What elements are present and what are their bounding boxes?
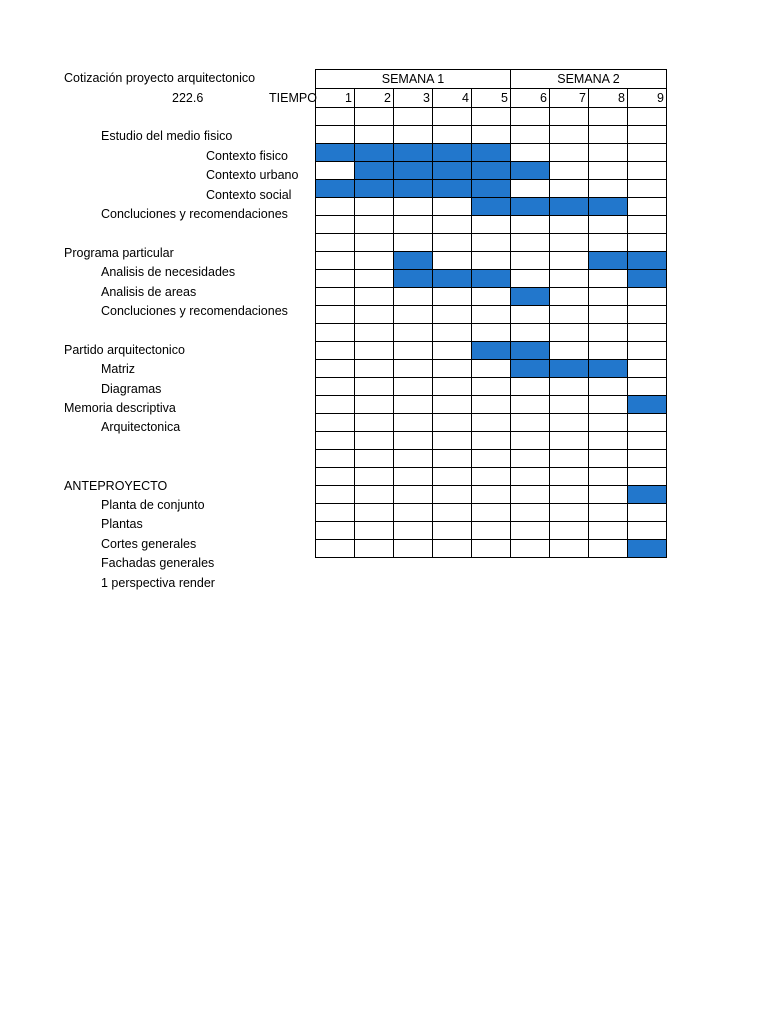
empty-cell (550, 450, 589, 468)
empty-cell (589, 432, 628, 450)
empty-cell (394, 396, 433, 414)
empty-cell (355, 432, 394, 450)
day-number-cell: 2 (355, 89, 394, 108)
schedule-row (316, 486, 667, 504)
empty-cell (394, 468, 433, 486)
schedule-row (316, 360, 667, 378)
empty-cell (355, 252, 394, 270)
empty-cell (316, 540, 355, 558)
empty-cell (628, 360, 667, 378)
empty-cell (433, 234, 472, 252)
schedule-row (316, 414, 667, 432)
empty-cell (628, 234, 667, 252)
empty-cell (316, 378, 355, 396)
empty-cell (550, 342, 589, 360)
filled-cell (511, 288, 550, 306)
empty-cell (550, 216, 589, 234)
empty-cell (511, 234, 550, 252)
filled-cell (589, 360, 628, 378)
filled-cell (589, 252, 628, 270)
schedule-row (316, 180, 667, 198)
empty-cell (550, 306, 589, 324)
schedule-row (316, 144, 667, 162)
filled-cell (472, 198, 511, 216)
filled-cell (628, 252, 667, 270)
empty-cell (394, 450, 433, 468)
task-label: Planta de conjunto (101, 498, 205, 512)
filled-cell (355, 180, 394, 198)
empty-cell (472, 288, 511, 306)
empty-cell (394, 306, 433, 324)
task-label: Estudio del medio fisico (101, 129, 233, 144)
empty-cell (550, 378, 589, 396)
task-label: Analisis de necesidades (101, 265, 236, 280)
empty-cell (433, 396, 472, 414)
empty-cell (472, 234, 511, 252)
schedule-row (316, 108, 667, 126)
empty-cell (550, 234, 589, 252)
empty-cell (511, 432, 550, 450)
empty-cell (394, 504, 433, 522)
empty-cell (628, 162, 667, 180)
empty-cell (355, 360, 394, 378)
day-number-cell: 4 (433, 89, 472, 108)
task-label: Fachadas generales (101, 556, 215, 571)
filled-cell (472, 180, 511, 198)
task-label: Contexto social (206, 187, 292, 202)
empty-cell (472, 396, 511, 414)
empty-cell (550, 396, 589, 414)
filled-cell (433, 144, 472, 162)
filled-cell (394, 144, 433, 162)
empty-cell (550, 540, 589, 558)
empty-cell (433, 198, 472, 216)
day-number-cell: 1 (316, 89, 355, 108)
empty-cell (628, 288, 667, 306)
filled-cell (316, 144, 355, 162)
filled-cell (472, 342, 511, 360)
filled-cell (355, 162, 394, 180)
empty-cell (355, 126, 394, 144)
schedule-row (316, 396, 667, 414)
empty-cell (394, 234, 433, 252)
empty-cell (550, 108, 589, 126)
empty-cell (628, 432, 667, 450)
schedule-row (316, 270, 667, 288)
filled-cell (628, 270, 667, 288)
filled-cell (589, 198, 628, 216)
empty-cell (355, 270, 394, 288)
empty-cell (472, 504, 511, 522)
empty-cell (355, 378, 394, 396)
empty-cell (355, 468, 394, 486)
empty-cell (550, 486, 589, 504)
empty-cell (316, 522, 355, 540)
empty-cell (511, 324, 550, 342)
empty-cell (628, 306, 667, 324)
task-label: Diagramas (101, 381, 162, 396)
empty-cell (511, 378, 550, 396)
empty-cell (472, 432, 511, 450)
empty-cell (433, 504, 472, 522)
empty-cell (433, 378, 472, 396)
empty-cell (316, 216, 355, 234)
empty-cell (433, 342, 472, 360)
empty-cell (472, 522, 511, 540)
empty-cell (394, 324, 433, 342)
empty-cell (628, 126, 667, 144)
empty-cell (316, 126, 355, 144)
filled-cell (472, 144, 511, 162)
empty-cell (394, 360, 433, 378)
day-number-row (316, 89, 667, 108)
empty-cell (355, 522, 394, 540)
empty-cell (589, 216, 628, 234)
filled-cell (316, 180, 355, 198)
empty-cell (433, 126, 472, 144)
empty-cell (628, 450, 667, 468)
schedule-row (316, 432, 667, 450)
task-label: Concluciones y recomendaciones (101, 207, 288, 221)
empty-cell (472, 468, 511, 486)
filled-cell (511, 162, 550, 180)
schedule-grid (315, 69, 667, 558)
empty-cell (394, 522, 433, 540)
empty-cell (550, 468, 589, 486)
filled-cell (433, 270, 472, 288)
empty-cell (316, 252, 355, 270)
schedule-row (316, 216, 667, 234)
empty-cell (628, 108, 667, 126)
filled-cell (433, 162, 472, 180)
filled-cell (472, 162, 511, 180)
task-label: Cortes generales (101, 536, 197, 551)
empty-cell (355, 540, 394, 558)
empty-cell (589, 504, 628, 522)
schedule-row (316, 504, 667, 522)
schedule-row (316, 378, 667, 396)
empty-cell (433, 216, 472, 234)
empty-cell (589, 522, 628, 540)
amount-value: 222.6 (172, 91, 204, 105)
empty-cell (472, 216, 511, 234)
time-label: TIEMPO (269, 91, 317, 105)
empty-cell (316, 324, 355, 342)
day-number-cell: 3 (394, 89, 433, 108)
filled-cell (511, 198, 550, 216)
empty-cell (355, 306, 394, 324)
empty-cell (316, 432, 355, 450)
filled-cell (394, 162, 433, 180)
empty-cell (589, 108, 628, 126)
empty-cell (511, 180, 550, 198)
empty-cell (628, 180, 667, 198)
section-label: Memoria descriptiva (64, 401, 176, 415)
task-label: Plantas (101, 517, 143, 532)
empty-cell (511, 414, 550, 432)
empty-cell (355, 450, 394, 468)
schedule-row (316, 126, 667, 144)
empty-cell (472, 378, 511, 396)
empty-cell (589, 486, 628, 504)
day-number-cell: 8 (589, 89, 628, 108)
empty-cell (472, 324, 511, 342)
empty-cell (472, 360, 511, 378)
empty-cell (355, 342, 394, 360)
empty-cell (316, 360, 355, 378)
empty-cell (550, 270, 589, 288)
empty-cell (628, 378, 667, 396)
empty-cell (472, 108, 511, 126)
empty-cell (589, 342, 628, 360)
schedule-row (316, 162, 667, 180)
empty-cell (355, 396, 394, 414)
schedule-row (316, 252, 667, 270)
empty-cell (394, 108, 433, 126)
filled-cell (394, 180, 433, 198)
empty-cell (589, 270, 628, 288)
empty-cell (355, 414, 394, 432)
empty-cell (433, 306, 472, 324)
empty-cell (628, 144, 667, 162)
day-number-cell: 6 (511, 89, 550, 108)
empty-cell (589, 540, 628, 558)
empty-cell (394, 342, 433, 360)
empty-cell (394, 540, 433, 558)
filled-cell (628, 486, 667, 504)
empty-cell (394, 126, 433, 144)
empty-cell (589, 324, 628, 342)
empty-cell (316, 108, 355, 126)
empty-cell (316, 468, 355, 486)
empty-cell (433, 288, 472, 306)
empty-cell (355, 108, 394, 126)
schedule-row (316, 540, 667, 558)
empty-cell (316, 450, 355, 468)
empty-cell (589, 396, 628, 414)
day-number-cell: 7 (550, 89, 589, 108)
empty-cell (394, 432, 433, 450)
empty-cell (433, 252, 472, 270)
task-label: Contexto fisico (206, 148, 288, 163)
empty-cell (589, 414, 628, 432)
empty-cell (316, 288, 355, 306)
empty-cell (472, 414, 511, 432)
empty-cell (316, 486, 355, 504)
empty-cell (511, 252, 550, 270)
empty-cell (550, 288, 589, 306)
filled-cell (355, 144, 394, 162)
schedule-row (316, 468, 667, 486)
empty-cell (550, 252, 589, 270)
empty-cell (472, 486, 511, 504)
empty-cell (550, 162, 589, 180)
empty-cell (628, 468, 667, 486)
empty-cell (394, 198, 433, 216)
empty-cell (628, 504, 667, 522)
empty-cell (472, 126, 511, 144)
empty-cell (433, 360, 472, 378)
schedule-row (316, 288, 667, 306)
empty-cell (394, 216, 433, 234)
day-number-cell: 9 (628, 89, 667, 108)
empty-cell (433, 540, 472, 558)
task-label: Contexto urbano (206, 168, 299, 183)
empty-cell (472, 540, 511, 558)
empty-cell (355, 234, 394, 252)
empty-cell (550, 180, 589, 198)
empty-cell (589, 144, 628, 162)
empty-cell (355, 216, 394, 234)
filled-cell (628, 540, 667, 558)
empty-cell (589, 288, 628, 306)
empty-cell (550, 504, 589, 522)
schedule-row (316, 306, 667, 324)
empty-cell (511, 540, 550, 558)
empty-cell (511, 126, 550, 144)
empty-cell (550, 432, 589, 450)
day-number-cell: 5 (472, 89, 511, 108)
task-label: 1 perspectiva render (101, 575, 215, 590)
schedule-row (316, 522, 667, 540)
filled-cell (511, 342, 550, 360)
empty-cell (589, 468, 628, 486)
empty-cell (472, 450, 511, 468)
empty-cell (589, 378, 628, 396)
schedule-row (316, 198, 667, 216)
empty-cell (316, 162, 355, 180)
empty-cell (628, 342, 667, 360)
empty-cell (589, 162, 628, 180)
filled-cell (550, 198, 589, 216)
empty-cell (433, 450, 472, 468)
empty-cell (511, 216, 550, 234)
schedule-row (316, 324, 667, 342)
empty-cell (511, 270, 550, 288)
section-label: ANTEPROYECTO (64, 478, 168, 493)
empty-cell (433, 432, 472, 450)
empty-cell (394, 414, 433, 432)
empty-cell (316, 198, 355, 216)
week-header: SEMANA 2 (511, 70, 667, 89)
task-label: Arquitectonica (101, 420, 181, 435)
week-header-row (316, 70, 667, 89)
empty-cell (433, 522, 472, 540)
empty-cell (589, 450, 628, 468)
empty-cell (316, 342, 355, 360)
empty-cell (511, 306, 550, 324)
empty-cell (511, 468, 550, 486)
schedule-row (316, 342, 667, 360)
empty-cell (355, 486, 394, 504)
empty-cell (394, 288, 433, 306)
empty-cell (394, 486, 433, 504)
task-label: Analisis de areas (101, 284, 197, 299)
empty-cell (355, 324, 394, 342)
task-label: Concluciones y recomendaciones (101, 304, 288, 318)
empty-cell (511, 504, 550, 522)
empty-cell (628, 198, 667, 216)
empty-cell (316, 270, 355, 288)
empty-cell (550, 324, 589, 342)
empty-cell (511, 144, 550, 162)
empty-cell (433, 486, 472, 504)
empty-cell (550, 144, 589, 162)
empty-cell (316, 414, 355, 432)
empty-cell (550, 414, 589, 432)
empty-cell (511, 522, 550, 540)
section-label: Partido arquitectonico (64, 342, 185, 357)
filled-cell (394, 252, 433, 270)
empty-cell (511, 108, 550, 126)
empty-cell (433, 414, 472, 432)
empty-cell (589, 306, 628, 324)
task-label: Matriz (101, 362, 136, 377)
filled-cell (511, 360, 550, 378)
section-label: Programa particular (64, 245, 174, 260)
empty-cell (472, 306, 511, 324)
empty-cell (550, 522, 589, 540)
empty-cell (394, 378, 433, 396)
filled-cell (472, 270, 511, 288)
empty-cell (589, 126, 628, 144)
empty-cell (433, 468, 472, 486)
empty-cell (433, 324, 472, 342)
filled-cell (433, 180, 472, 198)
empty-cell (433, 108, 472, 126)
schedule-row (316, 450, 667, 468)
empty-cell (355, 198, 394, 216)
schedule-row (316, 234, 667, 252)
empty-cell (472, 252, 511, 270)
empty-cell (628, 414, 667, 432)
empty-cell (511, 486, 550, 504)
empty-cell (550, 126, 589, 144)
empty-cell (511, 450, 550, 468)
empty-cell (316, 504, 355, 522)
filled-cell (550, 360, 589, 378)
empty-cell (511, 396, 550, 414)
empty-cell (589, 180, 628, 198)
empty-cell (355, 288, 394, 306)
empty-cell (628, 324, 667, 342)
empty-cell (355, 504, 394, 522)
filled-cell (394, 270, 433, 288)
empty-cell (316, 234, 355, 252)
empty-cell (316, 306, 355, 324)
week-header: SEMANA 1 (316, 70, 511, 89)
empty-cell (628, 522, 667, 540)
empty-cell (316, 396, 355, 414)
empty-cell (628, 216, 667, 234)
empty-cell (589, 234, 628, 252)
filled-cell (628, 396, 667, 414)
document-title: Cotización proyecto arquitectonico (64, 71, 256, 85)
